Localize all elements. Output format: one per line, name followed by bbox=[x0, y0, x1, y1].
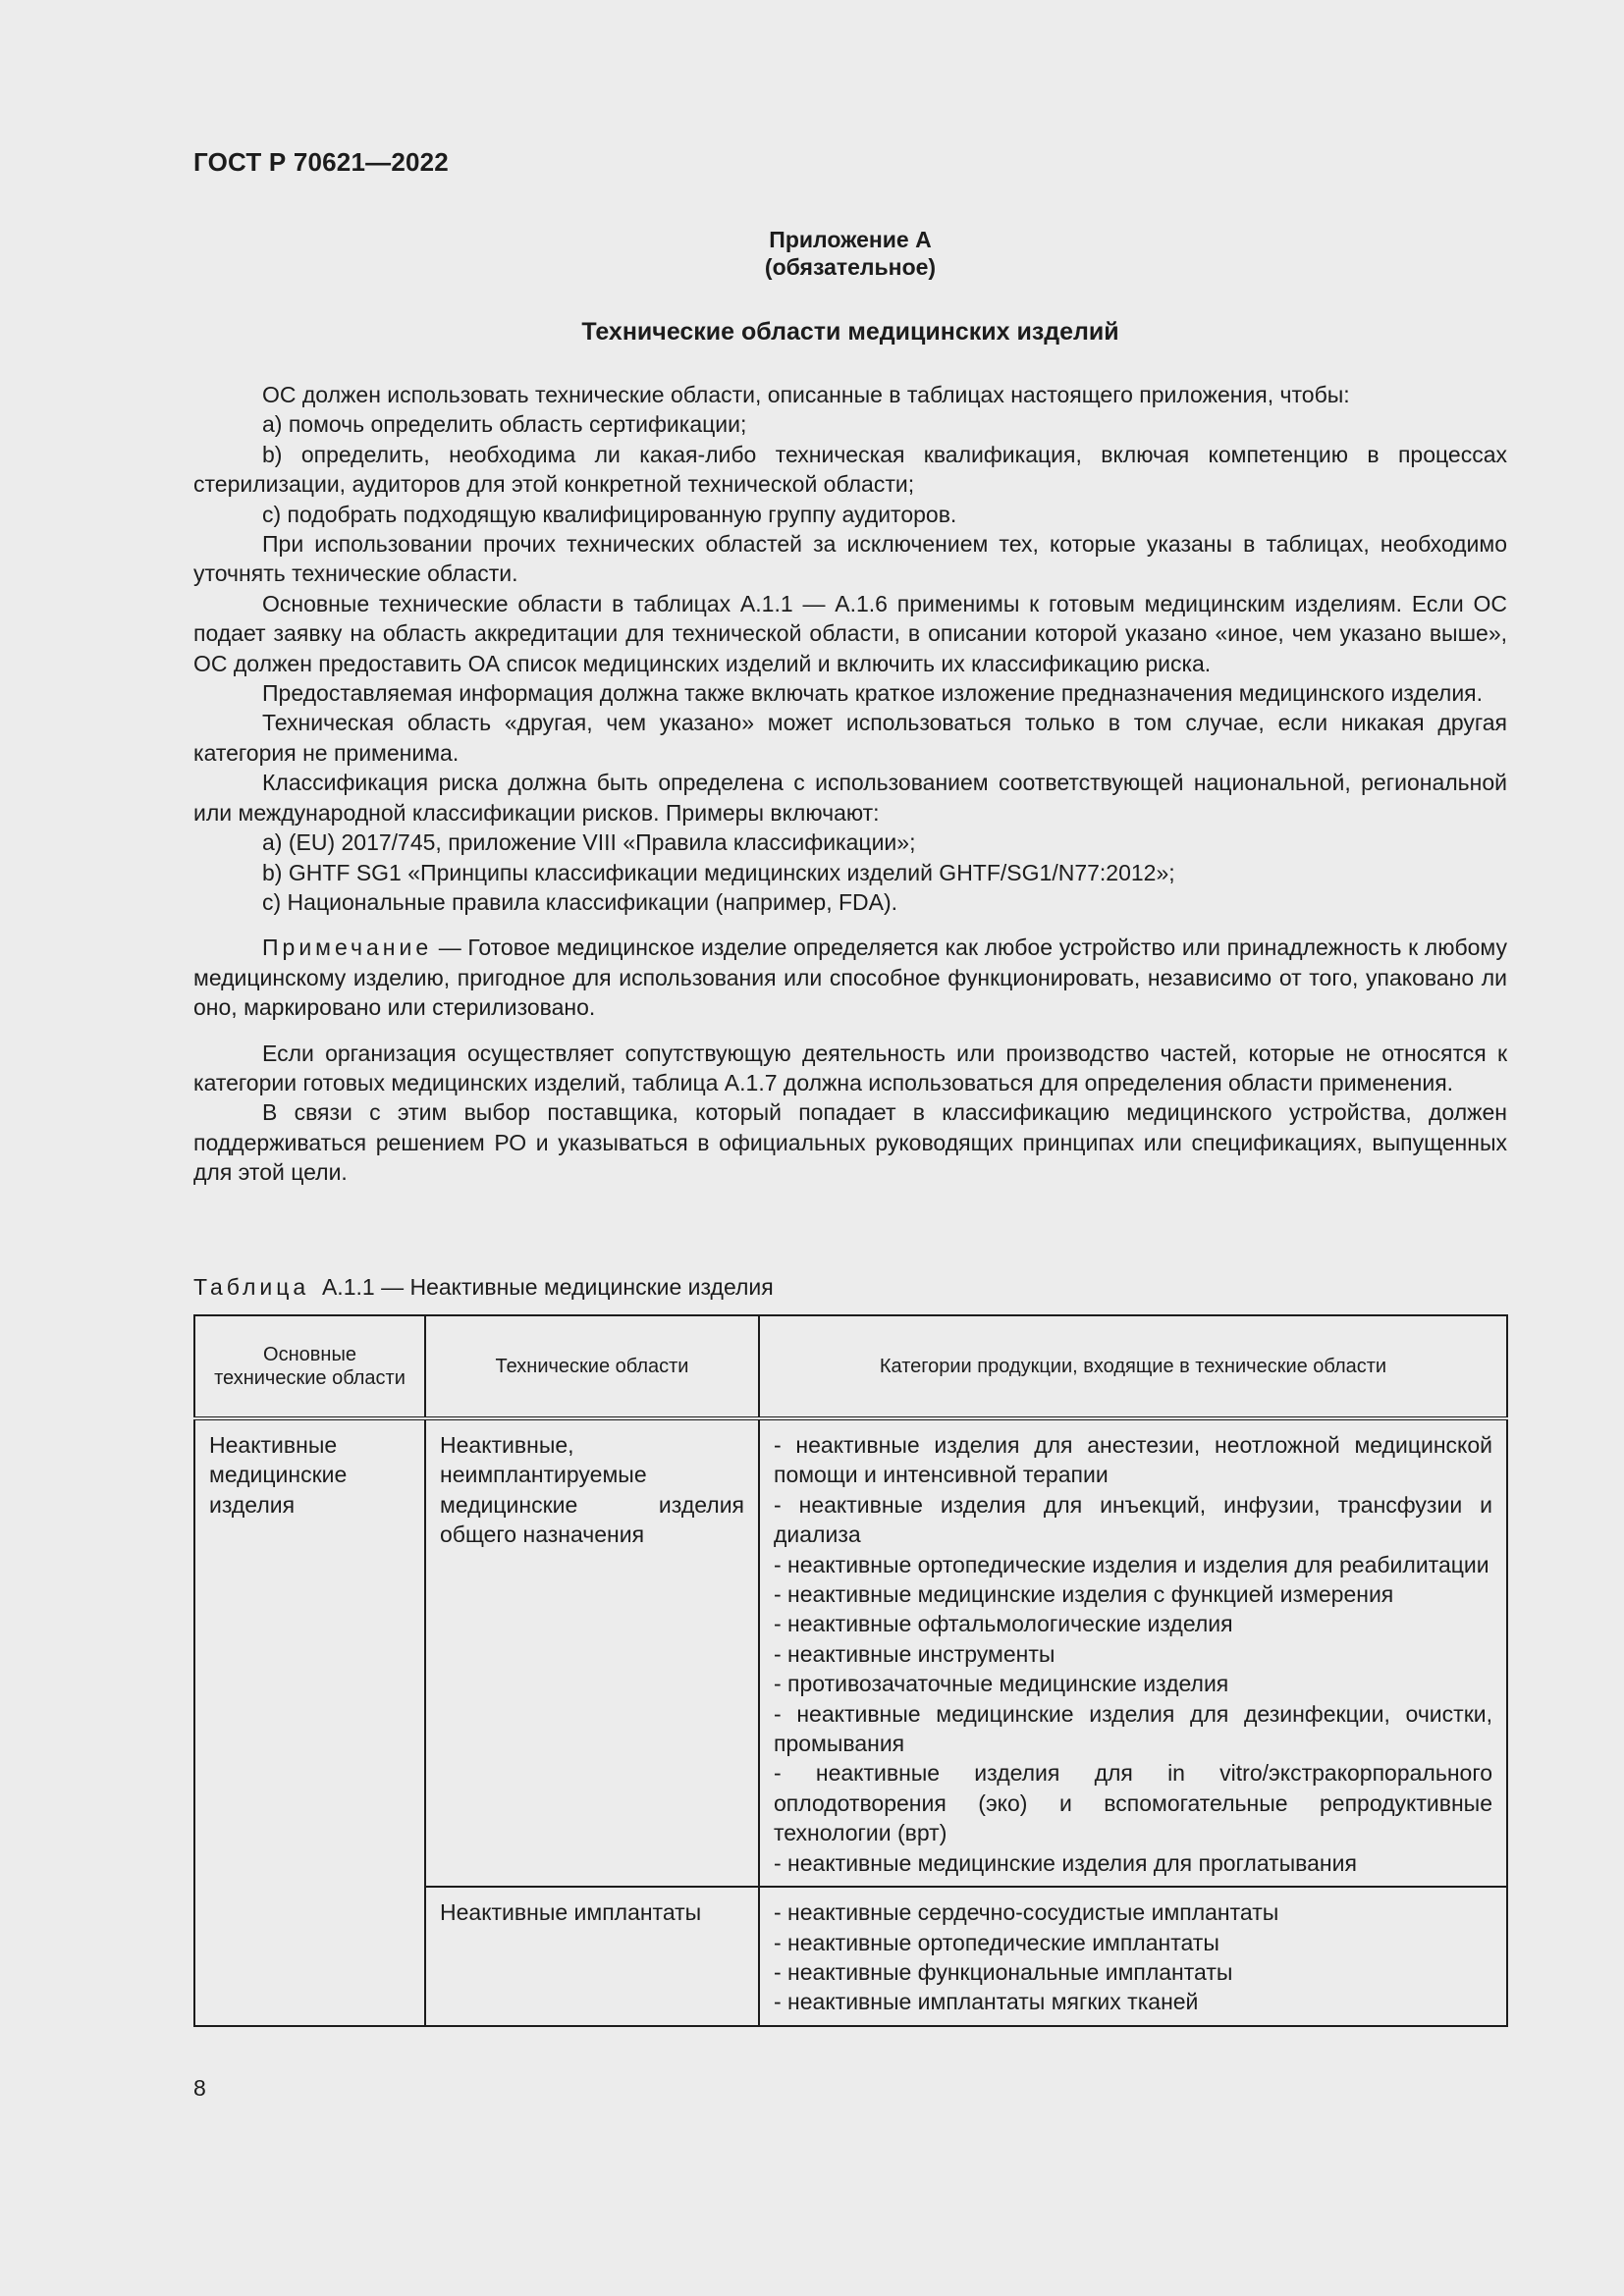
paragraph: Техническая область «другая, чем указано» может использоваться только в том случае, если никакая другая категория не применима. bbox=[193, 710, 1507, 766]
list-item: a) помочь определить область сертификации; bbox=[262, 411, 747, 438]
paragraph: Классификация риска должна быть определена с использованием соответствующей национальной, региональной или международной классификации рисков. Примеры включают: bbox=[193, 770, 1507, 826]
paragraph: В связи с этим выбор поставщика, который попадает в классификацию медицинского устройства, должен поддерживаться решением РО и указываться в официальных руководящих принципах или спецификациях, выпущенных для этой цели. bbox=[193, 1099, 1507, 1186]
category-item: - неактивные медицинские изделия для проглатывания bbox=[774, 1849, 1357, 1876]
category-item: - неактивные изделия для in vitro/экстракорпорального оплодотворения (эко) и вспомогательные репродуктивные технологии (врт) bbox=[774, 1760, 1492, 1846]
category-item: - неактивные изделия для анестезии, неотложной медицинской помощи и интенсивной терапии bbox=[774, 1432, 1492, 1488]
paragraph: ОС должен использовать технические области, описанные в таблицах настоящего приложения, чтобы: bbox=[262, 382, 1350, 407]
list-item: c) подобрать подходящую квалифицированную группу аудиторов. bbox=[262, 501, 957, 527]
page-number: 8 bbox=[193, 2075, 206, 2101]
technical-areas-table bbox=[193, 1314, 1508, 2027]
column-header: Категории продукции, входящие в технические области bbox=[759, 1315, 1507, 1418]
paragraph: При использовании прочих технических областей за исключением тех, которые указаны в таблицах, необходимо уточнять технические области. bbox=[193, 531, 1507, 587]
table-caption-text: А.1.1 — Неактивные медицинские изделия bbox=[321, 1274, 774, 1300]
category-item: - неактивные сердечно-сосудистые имплантаты bbox=[774, 1899, 1279, 1926]
paragraph: Если организация осуществляет сопутствующую деятельность или производство частей, которые не относятся к категории готовых медицинских изделий, таблица А.1.7 должна использоваться для определения области применения. bbox=[193, 1040, 1507, 1095]
category-item: - противозачаточные медицинские изделия bbox=[774, 1671, 1229, 1697]
category-item: - неактивные инструменты bbox=[774, 1640, 1056, 1667]
category-item: - неактивные ортопедические имплантаты bbox=[774, 1929, 1219, 1955]
table-caption-label: Таблица bbox=[193, 1274, 310, 1300]
table-header-row bbox=[194, 1315, 1507, 1418]
column-header: Основные технические области bbox=[194, 1315, 425, 1418]
categories-cell bbox=[759, 1418, 1507, 1887]
table-caption bbox=[193, 1274, 774, 1301]
category-item: - неактивные медицинские изделия для дезинфекции, очистки, промывания bbox=[774, 1700, 1492, 1757]
list-item: a) (EU) 2017/745, приложение VIII «Правила классификации»; bbox=[262, 829, 916, 856]
category-item: - неактивные ортопедические изделия и изделия для реабилитации bbox=[774, 1551, 1489, 1577]
annex-title: Технические области медицинских изделий bbox=[581, 318, 1119, 346]
standard-code: ГОСТ Р 70621—2022 bbox=[193, 147, 449, 177]
list-item: b) определить, необходима ли какая-либо техническая квалификация, включая компетенцию в процессах стерилизации, аудиторов для этой конкретной технической области; bbox=[193, 441, 1507, 498]
category-item: - неактивные изделия для инъекций, инфузии, трансфузии и диализа bbox=[774, 1491, 1492, 1548]
category-item: - неактивные медицинские изделия с функцией измерения bbox=[774, 1581, 1394, 1608]
note bbox=[193, 933, 1507, 1022]
area-cell: Неактивные имплантаты bbox=[425, 1887, 759, 2026]
column-header: Технические области bbox=[425, 1315, 759, 1418]
area-cell: Неактивные, неимплантируемые медицинские изделия общего назначения bbox=[425, 1418, 759, 1887]
table-row bbox=[194, 1418, 1507, 1887]
note-label: Примечание bbox=[262, 934, 433, 961]
categories-cell bbox=[759, 1887, 1507, 2026]
annex-label: Приложение А bbox=[769, 227, 932, 252]
list-item: b) GHTF SG1 «Принципы классификации медицинских изделий GHTF/SG1/N77:2012»; bbox=[262, 859, 1175, 885]
list-item: c) Национальные правила классификации (например, FDA). bbox=[262, 888, 898, 915]
body-text bbox=[193, 380, 1507, 1188]
annex-heading bbox=[193, 226, 1507, 281]
category-item: - неактивные офтальмологические изделия bbox=[774, 1611, 1233, 1637]
note-text: — Готовое медицинское изделие определяется как любое устройство или принадлежность к любому медицинскому изделию, пригодное для использования или способное функционировать, независимо от того, упаковано ли оно, маркировано или стерилизовано. bbox=[193, 934, 1507, 1021]
annex-status: (обязательное) bbox=[764, 254, 937, 280]
category-item: - неактивные имплантаты мягких тканей bbox=[774, 1989, 1199, 2015]
category-item: - неактивные функциональные имплантаты bbox=[774, 1958, 1233, 1985]
paragraph: Предоставляемая информация должна также включать краткое изложение предназначения медицинского изделия. bbox=[262, 680, 1484, 707]
main-area-cell: Неактивные медицинские изделия bbox=[194, 1418, 425, 2026]
paragraph: Основные технические области в таблицах А.1.1 — А.1.6 применимы к готовым медицинским изделиям. Если ОС подает заявку на область аккредитации для технической области, в описании которой указано «иное, чем указано выше», ОС должен предоставить ОА список медицинских изделий и включить их классификацию риска. bbox=[193, 590, 1507, 676]
